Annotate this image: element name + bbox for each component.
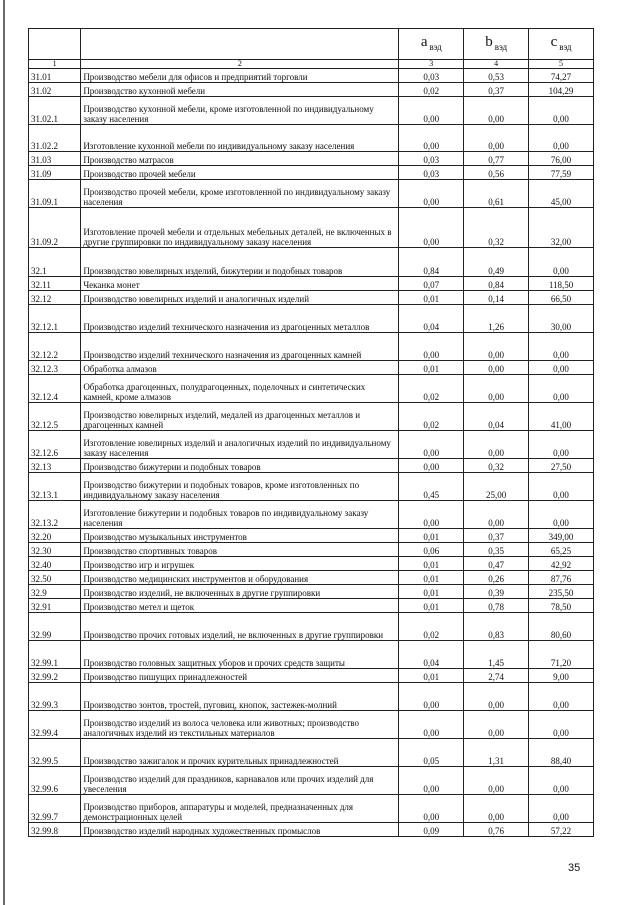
row-name: Производство изделий для праздников, карнавалов или прочих изделий для увеселения xyxy=(81,767,399,795)
row-name: Производство пишущих принадлежностей xyxy=(81,669,399,683)
row-value-b: 1,45 xyxy=(464,641,529,669)
row-value-b: 0,47 xyxy=(464,557,529,571)
row-code: 32.99.3 xyxy=(29,683,81,711)
row-value-b: 0,37 xyxy=(464,529,529,543)
row-value-a: 0,01 xyxy=(399,529,464,543)
row-value-c: 0,00 xyxy=(529,501,594,529)
row-code: 32.40 xyxy=(29,557,81,571)
row-value-c: 27,50 xyxy=(529,459,594,473)
row-value-b: 0,78 xyxy=(464,599,529,613)
row-code: 31.09.2 xyxy=(29,208,81,248)
row-code: 32.11 xyxy=(29,277,81,291)
row-value-c: 30,00 xyxy=(529,305,594,333)
row-value-c: 87,76 xyxy=(529,571,594,585)
header-code-cell xyxy=(29,29,81,60)
row-value-a: 0,04 xyxy=(399,641,464,669)
row-value-b: 0,84 xyxy=(464,277,529,291)
row-name: Производство кухонной мебели xyxy=(81,83,399,97)
row-value-c: 0,00 xyxy=(529,375,594,403)
row-value-a: 0,00 xyxy=(399,683,464,711)
row-name: Производство изделий технического назначения из драгоценных камней xyxy=(81,333,399,361)
row-code: 32.99.6 xyxy=(29,767,81,795)
row-name: Производство бижутерии и подобных товаров xyxy=(81,459,399,473)
row-name: Производство зонтов, тростей, пуговиц, кнопок, застежек-молний xyxy=(81,683,399,711)
row-value-a: 0,00 xyxy=(399,431,464,459)
row-code: 32.13.2 xyxy=(29,501,81,529)
table-row xyxy=(29,291,594,305)
row-code: 31.09.1 xyxy=(29,180,81,208)
row-value-a: 0,01 xyxy=(399,291,464,305)
row-value-b: 0,32 xyxy=(464,459,529,473)
coefficients-table xyxy=(28,28,594,837)
row-value-a: 0,06 xyxy=(399,543,464,557)
row-code: 31.02.1 xyxy=(29,97,81,125)
row-value-b: 0,35 xyxy=(464,543,529,557)
row-value-a: 0,00 xyxy=(399,711,464,739)
row-value-b: 0,76 xyxy=(464,823,529,837)
row-value-c: 0,00 xyxy=(529,683,594,711)
row-value-b: 0,53 xyxy=(464,69,529,83)
row-name: Производство изделий из волоса человека или животных; производство аналогичных изделий из текстильных материалов xyxy=(81,711,399,739)
row-value-a: 0,02 xyxy=(399,403,464,431)
row-value-a: 0,02 xyxy=(399,375,464,403)
row-name: Производство спортивных товаров xyxy=(81,543,399,557)
row-name: Производство ювелирных изделий и аналогичных изделий xyxy=(81,291,399,305)
row-code: 32.91 xyxy=(29,599,81,613)
row-name: Обработка алмазов xyxy=(81,361,399,375)
row-value-c: 65,25 xyxy=(529,543,594,557)
table-row xyxy=(29,473,594,501)
table-row xyxy=(29,125,594,152)
table-row xyxy=(29,180,594,208)
row-name: Изготовление прочей мебели и отдельных мебельных деталей, не включенных в другие группировки по индивидуальному заказу населения xyxy=(81,208,399,248)
row-code: 32.13 xyxy=(29,459,81,473)
row-code: 31.03 xyxy=(29,152,81,166)
row-value-b: 0,00 xyxy=(464,375,529,403)
table-row xyxy=(29,152,594,166)
row-name: Производство игр и игрушек xyxy=(81,557,399,571)
table-row xyxy=(29,361,594,375)
row-value-a: 0,07 xyxy=(399,277,464,291)
row-value-b: 2,74 xyxy=(464,669,529,683)
table-row xyxy=(29,571,594,585)
row-value-a: 0,00 xyxy=(399,333,464,361)
row-value-b: 0,00 xyxy=(464,683,529,711)
row-value-b: 0,56 xyxy=(464,166,529,180)
table-row xyxy=(29,557,594,571)
row-code: 32.50 xyxy=(29,571,81,585)
table-row xyxy=(29,529,594,543)
row-value-c: 0,00 xyxy=(529,767,594,795)
row-name: Производство изделий, не включенных в другие группировки xyxy=(81,585,399,599)
table-row xyxy=(29,277,594,291)
header-c-letter: c xyxy=(550,33,558,50)
row-value-b: 0,00 xyxy=(464,767,529,795)
row-value-b: 25,00 xyxy=(464,473,529,501)
table-row xyxy=(29,459,594,473)
row-value-b: 0,83 xyxy=(464,613,529,641)
row-name: Производство приборов, аппаратуры и моделей, предназначенных для демонстрационных целей xyxy=(81,795,399,823)
row-value-a: 0,03 xyxy=(399,166,464,180)
table-row xyxy=(29,97,594,125)
header-a-sub: вэд xyxy=(429,41,442,52)
table-row xyxy=(29,305,594,333)
row-value-c: 0,00 xyxy=(529,125,594,152)
header-c-sub: вэд xyxy=(559,41,572,52)
row-value-c: 349,00 xyxy=(529,529,594,543)
row-value-a: 0,01 xyxy=(399,571,464,585)
header-name-cell xyxy=(81,29,399,60)
row-value-a: 0,03 xyxy=(399,152,464,166)
row-value-b: 0,00 xyxy=(464,711,529,739)
row-name: Изготовление ювелирных изделий и аналогичных изделий по индивидуальному заказу населения xyxy=(81,431,399,459)
table-row xyxy=(29,69,594,83)
row-value-a: 0,00 xyxy=(399,125,464,152)
row-code: 32.12.2 xyxy=(29,333,81,361)
row-code: 32.12.1 xyxy=(29,305,81,333)
header-col-a xyxy=(399,29,464,60)
row-value-a: 0,00 xyxy=(399,97,464,125)
row-code: 32.20 xyxy=(29,529,81,543)
row-code: 32.30 xyxy=(29,543,81,557)
table-row xyxy=(29,711,594,739)
row-value-a: 0,45 xyxy=(399,473,464,501)
row-code: 32.12 xyxy=(29,291,81,305)
row-value-b: 0,77 xyxy=(464,152,529,166)
row-value-b: 0,26 xyxy=(464,571,529,585)
row-value-c: 88,40 xyxy=(529,739,594,767)
table-row xyxy=(29,248,594,277)
table-row xyxy=(29,543,594,557)
header-a-letter: a xyxy=(420,33,428,50)
table-row xyxy=(29,375,594,403)
row-value-a: 0,09 xyxy=(399,823,464,837)
row-code: 31.01 xyxy=(29,69,81,83)
row-value-a: 0,04 xyxy=(399,305,464,333)
row-value-b: 0,00 xyxy=(464,361,529,375)
table-row xyxy=(29,669,594,683)
row-name: Обработка драгоценных, полудрагоценных, поделочных и синтетических камней, кроме алмазов xyxy=(81,375,399,403)
column-number: 1 xyxy=(29,60,81,69)
row-value-c: 71,20 xyxy=(529,641,594,669)
column-number: 5 xyxy=(529,60,594,69)
row-code: 32.99.5 xyxy=(29,739,81,767)
row-code: 32.12.3 xyxy=(29,361,81,375)
row-value-b: 0,00 xyxy=(464,333,529,361)
row-name: Производство головных защитных уборов и прочих средств защиты xyxy=(81,641,399,669)
row-value-a: 0,00 xyxy=(399,767,464,795)
row-value-a: 0,00 xyxy=(399,795,464,823)
row-value-a: 0,01 xyxy=(399,585,464,599)
row-name: Производство кухонной мебели, кроме изготовленной по индивидуальному заказу населения xyxy=(81,97,399,125)
row-value-b: 0,14 xyxy=(464,291,529,305)
row-name: Производство бижутерии и подобных товаров, кроме изготовленных по индивидуальному заказу населения xyxy=(81,473,399,501)
row-value-c: 0,00 xyxy=(529,431,594,459)
row-code: 32.99.4 xyxy=(29,711,81,739)
row-value-b: 0,49 xyxy=(464,248,529,277)
row-name: Производство зажигалок и прочих курительных принадлежностей xyxy=(81,739,399,767)
row-code: 31.02.2 xyxy=(29,125,81,152)
row-value-b: 0,00 xyxy=(464,501,529,529)
row-name: Чеканка монет xyxy=(81,277,399,291)
table-row xyxy=(29,166,594,180)
row-code: 32.99.2 xyxy=(29,669,81,683)
header-col-b xyxy=(464,29,529,60)
row-value-c: 41,00 xyxy=(529,403,594,431)
row-value-c: 0,00 xyxy=(529,361,594,375)
header-b-letter: b xyxy=(485,33,493,50)
row-value-a: 0,01 xyxy=(399,557,464,571)
table-row xyxy=(29,585,594,599)
row-code: 32.99 xyxy=(29,613,81,641)
row-code: 32.99.8 xyxy=(29,823,81,837)
row-value-c: 77,59 xyxy=(529,166,594,180)
row-code: 32.9 xyxy=(29,585,81,599)
row-name: Производство матрасов xyxy=(81,152,399,166)
row-value-a: 0,00 xyxy=(399,501,464,529)
row-value-b: 0,00 xyxy=(464,125,529,152)
row-value-a: 0,02 xyxy=(399,83,464,97)
row-value-c: 74,27 xyxy=(529,69,594,83)
row-value-a: 0,05 xyxy=(399,739,464,767)
row-code: 32.12.4 xyxy=(29,375,81,403)
row-value-c: 80,60 xyxy=(529,613,594,641)
row-value-c: 104,29 xyxy=(529,83,594,97)
row-value-a: 0,00 xyxy=(399,180,464,208)
row-value-c: 0,00 xyxy=(529,711,594,739)
table-row xyxy=(29,431,594,459)
row-value-b: 0,00 xyxy=(464,97,529,125)
row-code: 32.12.6 xyxy=(29,431,81,459)
row-value-c: 0,00 xyxy=(529,97,594,125)
table-row xyxy=(29,641,594,669)
row-value-a: 0,84 xyxy=(399,248,464,277)
row-value-c: 0,00 xyxy=(529,473,594,501)
row-name: Производство медицинских инструментов и оборудования xyxy=(81,571,399,585)
table-row xyxy=(29,83,594,97)
row-value-c: 0,00 xyxy=(529,795,594,823)
row-name: Производство музыкальных инструментов xyxy=(81,529,399,543)
row-name: Изготовление бижутерии и подобных товаров по индивидуальному заказу населения xyxy=(81,501,399,529)
row-value-c: 78,50 xyxy=(529,599,594,613)
row-value-b: 0,00 xyxy=(464,431,529,459)
row-name: Производство ювелирных изделий, бижутерии и подобных товаров xyxy=(81,248,399,277)
row-value-c: 0,00 xyxy=(529,333,594,361)
table-row xyxy=(29,795,594,823)
row-value-a: 0,00 xyxy=(399,208,464,248)
row-name: Производство изделий технического назначения из драгоценных металлов xyxy=(81,305,399,333)
row-value-b: 1,26 xyxy=(464,305,529,333)
row-value-c: 42,92 xyxy=(529,557,594,571)
row-code: 32.99.7 xyxy=(29,795,81,823)
table-row xyxy=(29,208,594,248)
row-value-c: 0,00 xyxy=(529,248,594,277)
row-value-a: 0,01 xyxy=(399,669,464,683)
row-value-b: 0,32 xyxy=(464,208,529,248)
column-number: 2 xyxy=(81,60,399,69)
table-row xyxy=(29,403,594,431)
row-value-c: 9,00 xyxy=(529,669,594,683)
row-name: Производство прочих готовых изделий, не включенных в другие группировки xyxy=(81,613,399,641)
row-value-a: 0,01 xyxy=(399,599,464,613)
column-number-row xyxy=(29,60,594,69)
scan-edge xyxy=(3,0,5,905)
row-name: Производство мебели для офисов и предприятий торговли xyxy=(81,69,399,83)
table-header-row xyxy=(29,29,594,60)
table-row xyxy=(29,823,594,837)
row-value-a: 0,00 xyxy=(399,459,464,473)
column-number: 4 xyxy=(464,60,529,69)
row-code: 32.12.5 xyxy=(29,403,81,431)
row-value-c: 45,00 xyxy=(529,180,594,208)
row-value-c: 76,00 xyxy=(529,152,594,166)
row-value-b: 1,31 xyxy=(464,739,529,767)
table-row xyxy=(29,599,594,613)
row-code: 32.99.1 xyxy=(29,641,81,669)
table-row xyxy=(29,333,594,361)
row-code: 31.09 xyxy=(29,166,81,180)
row-value-b: 0,04 xyxy=(464,403,529,431)
table-row xyxy=(29,767,594,795)
row-value-a: 0,02 xyxy=(399,613,464,641)
row-value-b: 0,61 xyxy=(464,180,529,208)
header-b-sub: вэд xyxy=(494,41,508,52)
row-name: Производство ювелирных изделий, медалей из драгоценных металлов и драгоценных камней xyxy=(81,403,399,431)
row-value-a: 0,03 xyxy=(399,69,464,83)
row-code: 31.02 xyxy=(29,83,81,97)
table-row xyxy=(29,613,594,641)
row-value-c: 235,50 xyxy=(529,585,594,599)
row-value-a: 0,01 xyxy=(399,361,464,375)
row-value-c: 66,50 xyxy=(529,291,594,305)
header-col-c xyxy=(529,29,594,60)
row-name: Производство прочей мебели, кроме изготовленной по индивидуальному заказу населения xyxy=(81,180,399,208)
row-code: 32.1 xyxy=(29,248,81,277)
row-value-b: 0,39 xyxy=(464,585,529,599)
row-value-c: 118,50 xyxy=(529,277,594,291)
row-name: Производство изделий народных художественных промыслов xyxy=(81,823,399,837)
row-value-b: 0,37 xyxy=(464,83,529,97)
row-value-c: 32,00 xyxy=(529,208,594,248)
row-value-c: 57,22 xyxy=(529,823,594,837)
table-row xyxy=(29,739,594,767)
table-row xyxy=(29,501,594,529)
row-value-b: 0,00 xyxy=(464,795,529,823)
row-code: 32.13.1 xyxy=(29,473,81,501)
row-name: Производство прочей мебели xyxy=(81,166,399,180)
row-name: Изготовление кухонной мебели по индивидуальному заказу населения xyxy=(81,125,399,152)
table-row xyxy=(29,683,594,711)
page-number: 35 xyxy=(568,862,581,874)
row-name: Производство метел и щеток xyxy=(81,599,399,613)
column-number: 3 xyxy=(399,60,464,69)
